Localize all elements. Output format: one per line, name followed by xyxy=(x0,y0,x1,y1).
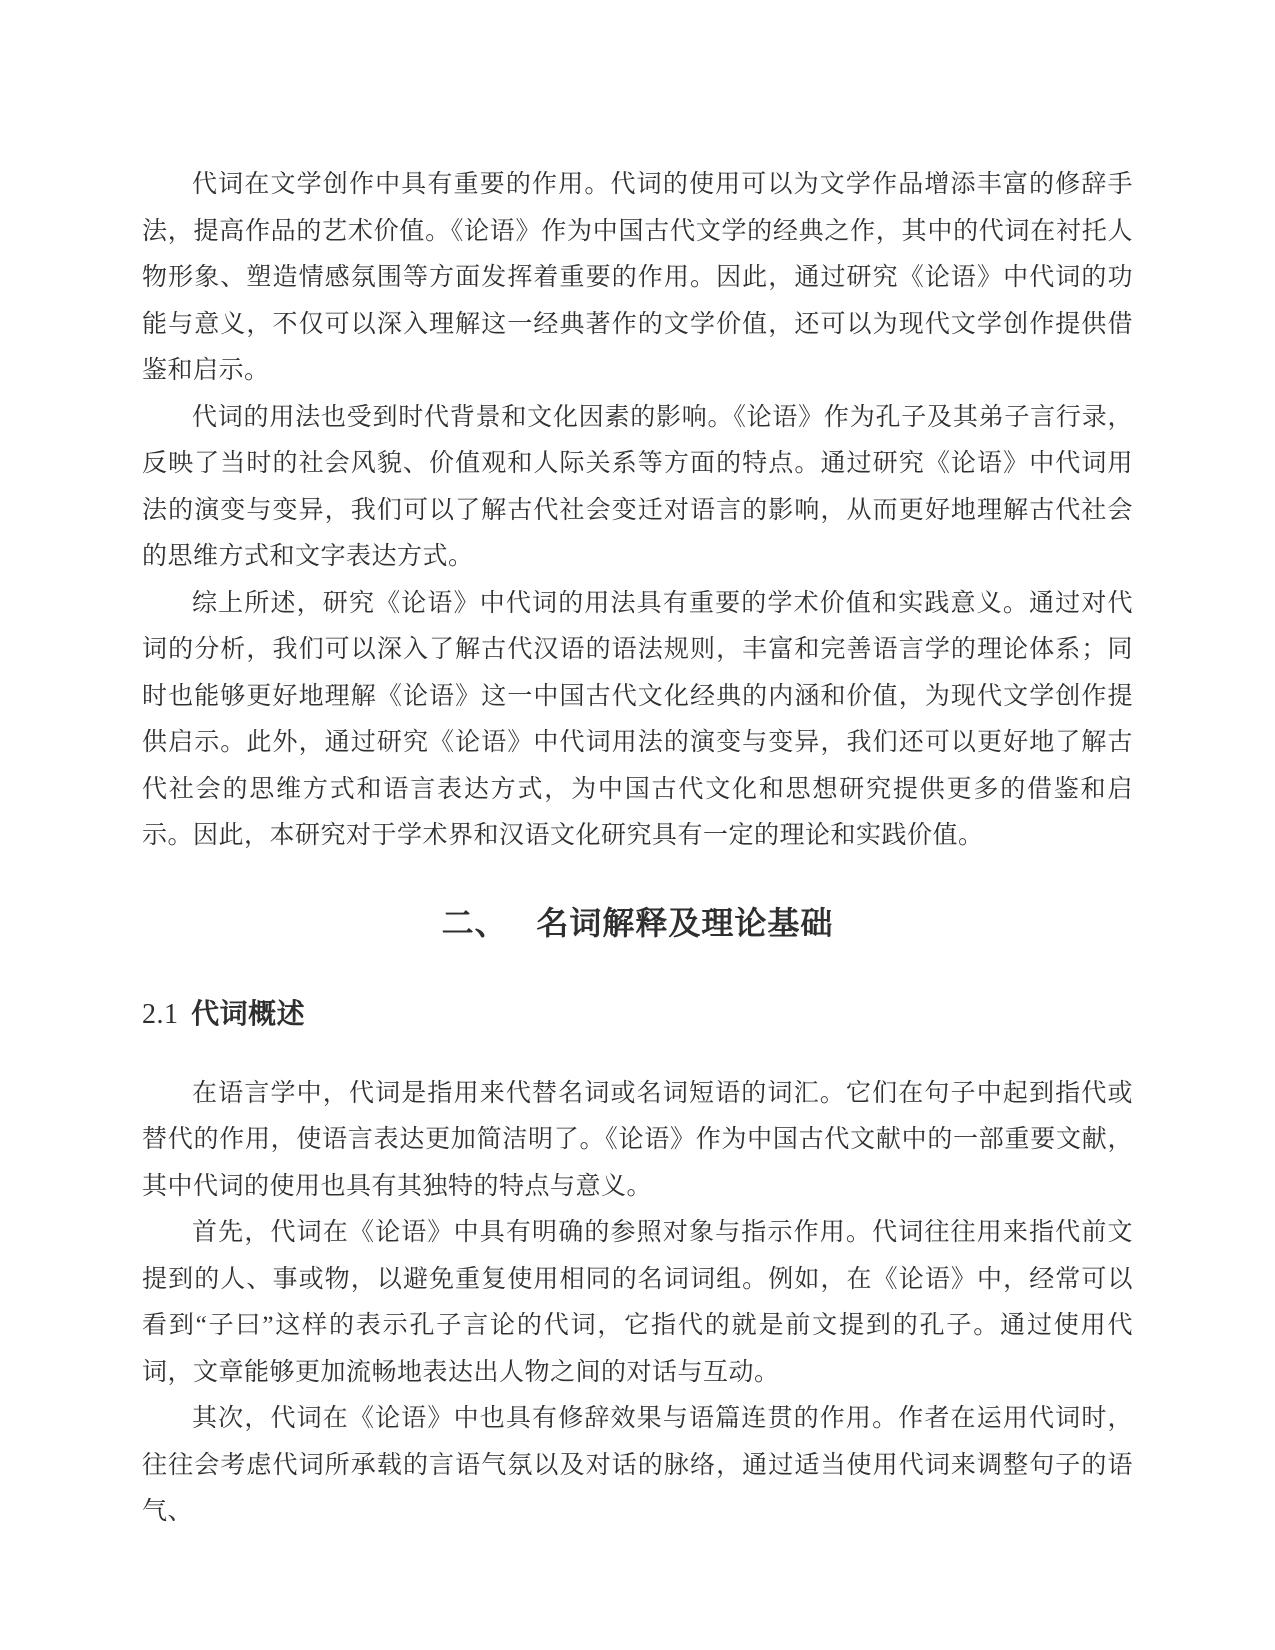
section-number: 2.1 xyxy=(142,998,179,1030)
section-paragraph-3: 其次，代词在《论语》中也具有修辞效果与语篇连贯的作用。作者在运用代词时，往往会考虑代词所承载的言语气氛以及对话的脉络，通过适当使用代词来调整句子的语气、 xyxy=(142,1405,1133,1525)
intro-paragraph-2: 代词的用法也受到时代背景和文化因素的影响。《论语》作为孔子及其弟子言行录，反映了当时的社会风貌、价值观和人际关系等方面的特点。通过研究《论语》中代词用法的演变与变异，我们可以了解古代社会变迁对语言的影响，从而更好地理解古代社会的思维方式和文字表达方式。 xyxy=(142,403,1133,570)
section-heading xyxy=(142,995,1133,1035)
section-paragraph-2: 首先，代词在《论语》中具有明确的参照对象与指示作用。代词往往用来指代前文提到的人、事或物，以避免重复使用相同的名词词组。例如，在《论语》中，经常可以看到“子曰”这样的表示孔子言论的代词，它指代的就是前文提到的孔子。通过使用代词，文章能够更加流畅地表达出人物之间的对话与互动。 xyxy=(142,1219,1133,1386)
chapter-number: 二、 xyxy=(441,904,508,941)
intro-paragraph-1: 代词在文学创作中具有重要的作用。代词的使用可以为文学作品增添丰富的修辞手法，提高作品的艺术价值。《论语》作为中国古代文学的经典之作，其中的代词在衬托人物形象、塑造情感氛围等方面发挥着重要的作用。因此，通过研究《论语》中代词的功能与意义，不仅可以深入理解这一经典著作的文学价值，还可以为现代文学创作提供借鉴和启示。 xyxy=(142,171,1133,384)
chapter-title: 名词解释及理论基础 xyxy=(536,904,834,941)
chapter-heading xyxy=(142,900,1133,946)
intro-paragraph-3: 综上所述，研究《论语》中代词的用法具有重要的学术价值和实践意义。通过对代词的分析，我们可以深入了解古代汉语的语法规则，丰富和完善语言学的理论体系；同时也能够更好地理解《论语》这一中国古代文化经典的内涵和价值，为现代文学创作提供启示。此外，通过研究《论语》中代词用法的演变与变异，我们还可以更好地了解古代社会的思维方式和语言表达方式，为中国古代文化和思想研究提供更多的借鉴和启示。因此，本研究对于学术界和汉语文化研究具有一定的理论和实践价值。 xyxy=(142,589,1133,849)
section-title: 代词概述 xyxy=(191,998,306,1030)
section-paragraph-1: 在语言学中，代词是指用来代替名词或名词短语的词汇。它们在句子中起到指代或替代的作用，使语言表达更加简洁明了。《论语》作为中国古代文献中的一部重要文献，其中代词的使用也具有其独特的特点与意义。 xyxy=(142,1079,1133,1200)
